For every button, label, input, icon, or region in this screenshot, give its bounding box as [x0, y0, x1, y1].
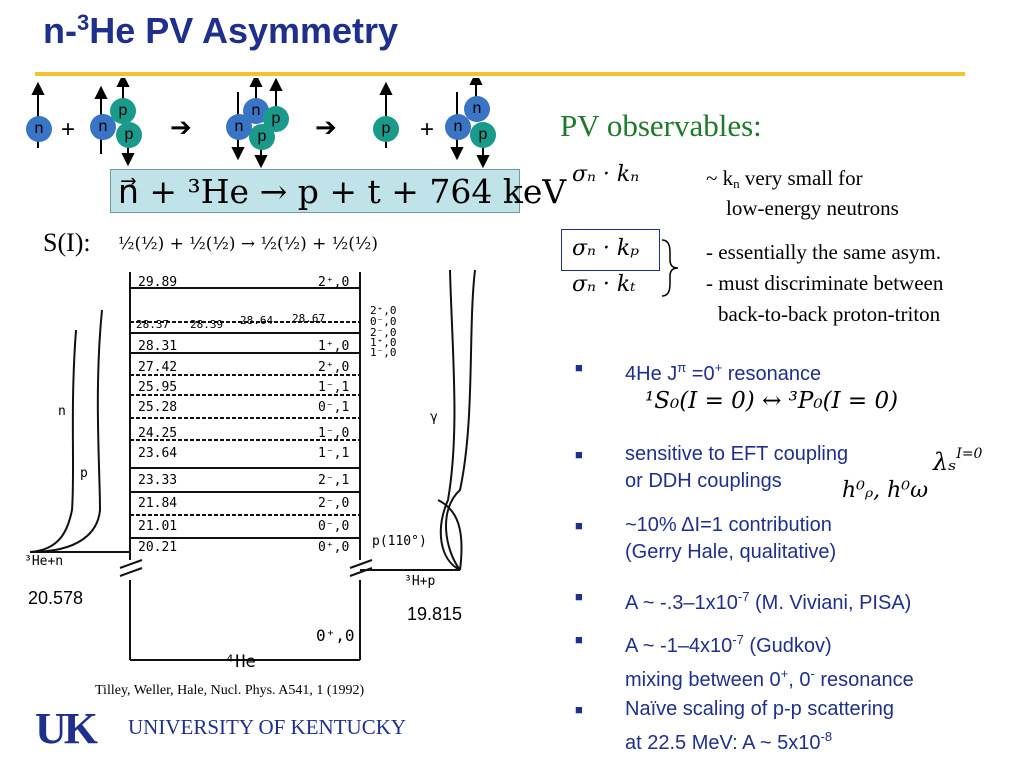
left-threshold-label: ³He+n: [24, 554, 64, 569]
level-energy: 25.95: [138, 380, 178, 395]
plus-sign: +: [61, 116, 76, 143]
arrow-right-icon: ➔: [315, 112, 337, 142]
level-energy: 28.37: [136, 318, 170, 331]
level-energy: 28.64: [240, 314, 274, 327]
note-discriminate: - must discriminate between: [706, 271, 944, 295]
spin-label: S(I):: [43, 228, 91, 257]
bullet-resonance: 4He $J^\pi =0^+$ resonance: [625, 360, 822, 385]
note-low-energy: low-energy neutrons: [726, 196, 899, 220]
level-energy: 25.28: [138, 400, 178, 415]
note-same-asym: - essentially the same asym.: [706, 240, 942, 264]
neutron: n: [26, 116, 52, 142]
bullet-marker: ■: [575, 360, 583, 375]
level-energy: 27.42: [138, 360, 178, 375]
neutron: n: [243, 98, 269, 124]
level-jpi: 2⁻,0: [370, 326, 397, 339]
nucleus-label: ⁴He: [225, 652, 256, 672]
level-jpi: 0⁻,0: [318, 519, 350, 534]
proton: p: [110, 98, 136, 124]
proton: p: [249, 124, 275, 150]
level-jpi: 2⁺,0: [318, 275, 350, 290]
neutron: n: [226, 114, 252, 140]
bullet-eft: sensitive to EFT coupling or DDH couplings: [625, 443, 849, 492]
plus-sign: +: [420, 116, 435, 143]
bullet-delta-i: ~10% ΔI=1 contribution (Gerry Hale, qualitative): [625, 514, 837, 563]
level-jpi: 1⁻,1: [318, 380, 350, 395]
level-energy: 28.39: [190, 318, 224, 331]
level-jpi: 1⁻,0: [318, 426, 350, 441]
level-jpi: 2⁻,1: [318, 473, 350, 488]
curve-label-n: n: [58, 404, 66, 419]
bullet-marker: ■: [575, 518, 583, 533]
level-energy: 20.21: [138, 540, 178, 555]
observable-sn-kt: σₙ · kₜ: [572, 272, 636, 297]
level-jpi: 1⁺,0: [370, 336, 397, 349]
level-energy: 29.89: [138, 275, 178, 290]
neutron: n: [445, 114, 471, 140]
level-energy: 24.25: [138, 426, 178, 441]
proton: p: [470, 122, 496, 148]
bullet-marker: ■: [575, 589, 583, 604]
nucleon-reaction-diagram: [25, 78, 525, 168]
note-very-small: ~ $k_n$ very small for: [706, 166, 863, 191]
ddh-couplings: h⁰ᵨ, h⁰ω: [842, 478, 929, 503]
observable-sn-kn: σₙ · kₙ: [572, 162, 640, 187]
observable-sn-kp: σₙ · kₚ: [572, 236, 640, 261]
proton: p: [373, 116, 399, 142]
curve-label-p110: p(110°): [372, 534, 427, 549]
level-energy: 23.64: [138, 446, 178, 461]
curve-label-gamma: γ: [430, 410, 438, 425]
proton: p: [116, 122, 142, 148]
right-threshold-label: ³H+p: [404, 574, 436, 589]
neutron: n: [464, 96, 490, 122]
bullet-pp-scaling: Naïve scaling of p-p scattering at 22.5 MeV: A ~ $5x10^{-8}$: [625, 698, 895, 754]
spin-expression: ½(½) + ½(½) → ½(½) + ½(½): [118, 234, 379, 254]
level-jpi: 1⁺,0: [318, 339, 350, 354]
bullet-marker: ■: [575, 702, 583, 717]
proton: p: [263, 106, 289, 132]
uk-logo: UK: [35, 704, 95, 753]
level-energy: 28.67: [292, 312, 326, 325]
curve-label-p: p: [80, 466, 88, 481]
curly-brace-icon: [660, 238, 680, 298]
university-name: UNIVERSITY OF KENTUCKY: [128, 715, 407, 739]
resonance-equation: ¹S₀(I = 0) ↔ ³P₀(I = 0): [645, 388, 899, 414]
left-threshold-value: 20.578: [28, 588, 84, 608]
level-energy: 23.33: [138, 473, 178, 488]
bullet-marker: ■: [575, 447, 583, 462]
title-underline: [35, 72, 965, 76]
bullet-viviani: A ~ $-.3-1x10^{-7}$ (M. Viviani, PISA): [625, 589, 912, 614]
bullet-gudkov: A ~ $-1-4x10^{-7}$ (Gudkov) mixing between 0+, 0- resonance: [625, 632, 914, 691]
level-energy: 28.31: [138, 339, 178, 354]
right-threshold-value: 19.815: [407, 604, 463, 624]
level-jpi: 2⁺,0: [318, 360, 350, 375]
eft-coupling: λₛ$^{I=0}$: [933, 446, 983, 476]
page-title: n-$^3$He PV Asymmetry: [43, 10, 399, 51]
level-jpi: 1⁻,1: [318, 446, 350, 461]
pv-observables-title: PV observables:: [560, 108, 762, 143]
arrow-right-icon: ➔: [170, 112, 192, 142]
level-jpi: 0⁺,0: [318, 540, 350, 555]
level-jpi: 0⁻,1: [318, 400, 350, 415]
level-jpi: 2⁻,0: [318, 496, 350, 511]
level-energy: 21.01: [138, 519, 178, 534]
bullet-marker: ■: [575, 632, 583, 647]
level-jpi: 0⁻,0: [370, 315, 397, 328]
level-jpi: 1⁻,0: [370, 346, 397, 359]
citation: Tilley, Weller, Hale, Nucl. Phys. A541, 1 (1992): [95, 683, 365, 698]
level-energy: 21.84: [138, 496, 178, 511]
level-jpi: 2⁺,0: [370, 304, 397, 317]
reaction-equation: n⃗ + ³He → p + t + 764 keV: [118, 172, 567, 211]
neutron: n: [90, 114, 116, 140]
note-back-to-back: back-to-back proton-triton: [718, 302, 941, 326]
ground-jpi: 0⁺,0: [316, 626, 355, 645]
